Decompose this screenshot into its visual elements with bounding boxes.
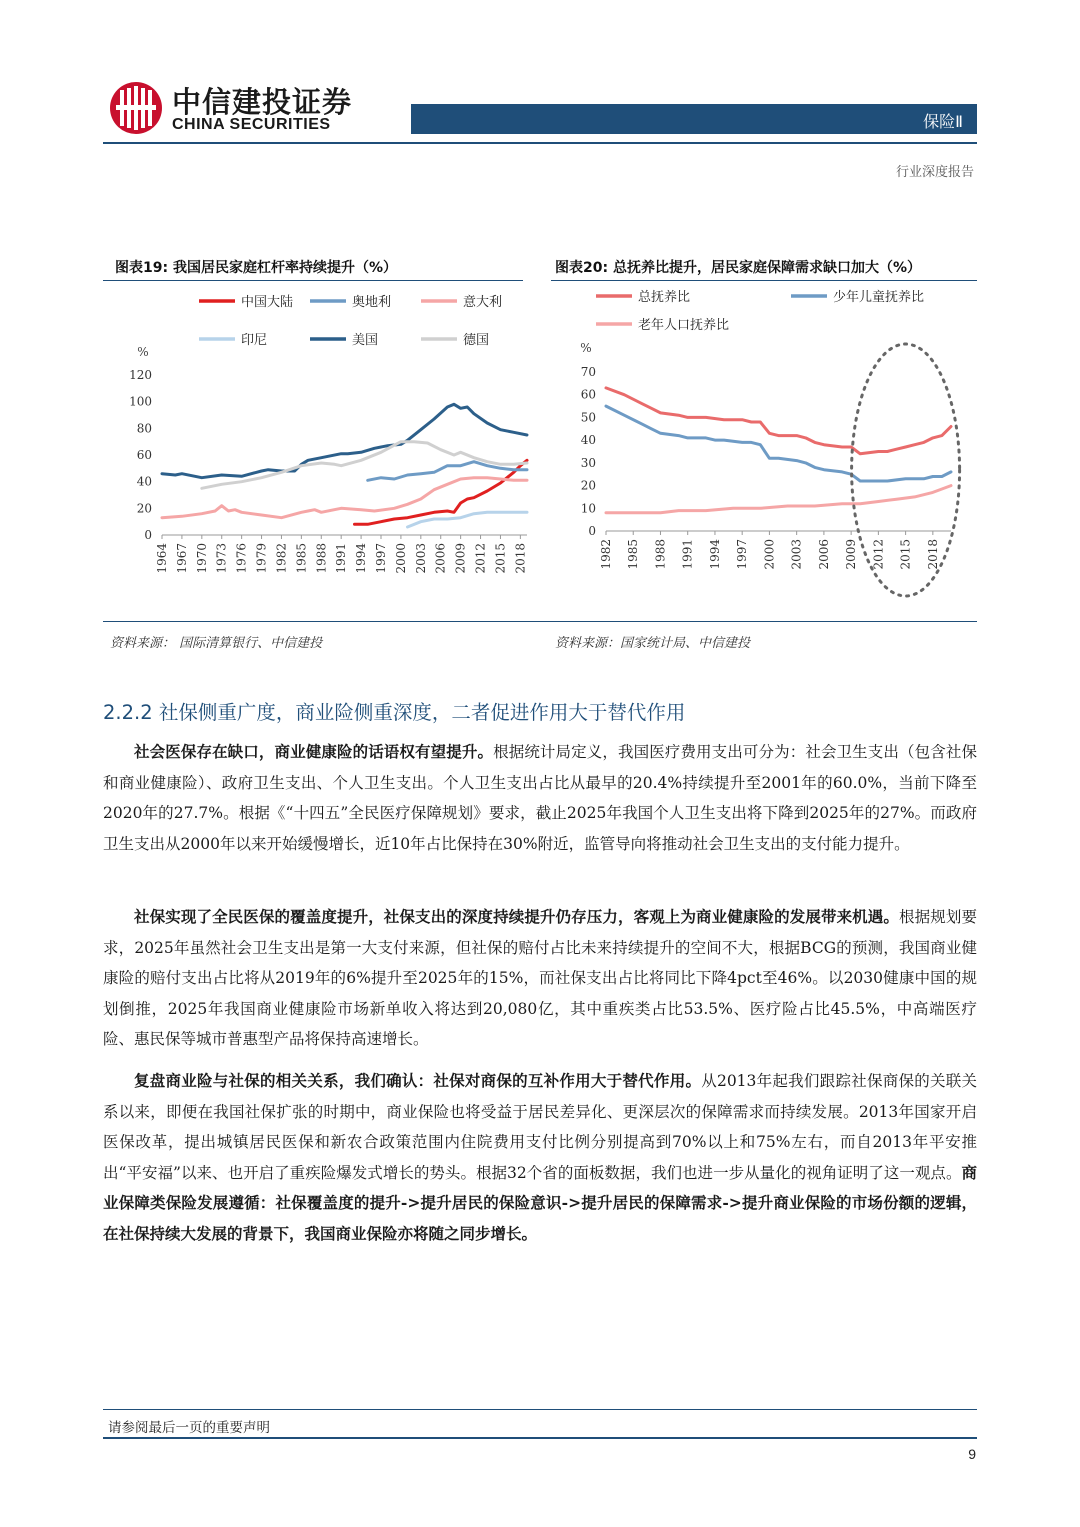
chart19-y-unit: % <box>137 345 149 359</box>
chart19-y-tick-label: 20 <box>136 501 152 516</box>
chart19-y-tick-label: 60 <box>136 448 152 462</box>
chart19-y-tick-label: 0 <box>144 528 152 542</box>
chart19-y-tick-label: 100 <box>129 394 152 409</box>
household-leverage-chart <box>103 282 543 620</box>
chart20-series-line <box>606 486 951 513</box>
chart20-y-tick-label: 20 <box>580 478 596 493</box>
chart20-x-tick-label: 2003 <box>789 539 804 570</box>
chart19-x-tick-label: 2012 <box>473 543 488 574</box>
chart19-x-tick-label: 1973 <box>214 543 229 574</box>
chart20-x-tick-label: 1982 <box>599 539 613 570</box>
chart20-x-tick-label: 1991 <box>680 539 695 570</box>
report-type-label: 行业深度报告 <box>895 165 974 180</box>
header-bar <box>411 104 977 134</box>
chart19-x-tick-label: 1997 <box>374 543 388 574</box>
chart19-series-line <box>162 404 527 477</box>
chart19-legend-label: 美国 <box>352 333 379 348</box>
chart19-y-tick-label: 40 <box>136 474 152 489</box>
chart20-y-tick-label: 10 <box>580 501 596 516</box>
chart20-x-tick-label: 2009 <box>844 539 859 570</box>
chart19-x-tick-label: 2003 <box>413 543 428 574</box>
paragraph-3-tail: 商业保障类保险发展遵循：社保覆盖度的提升->提升居民的保险意识->提升居民的保障需求->提升商业保险的市场份额的逻辑，在社保持续大发展的背景下，我国商业保险亦将随之同步增长。 <box>103 1162 977 1243</box>
chart19-x-tick-label: 2015 <box>493 543 508 574</box>
sector-label: 保险Ⅱ <box>923 112 963 131</box>
section-heading: 2.2.2 社保侧重广度，商业险侧重深度，二者促进作用大于替代作用 <box>103 701 686 724</box>
chart19-x-tick-label: 1967 <box>174 543 189 574</box>
chart20-x-tick-label: 2015 <box>898 539 913 570</box>
chart20-y-tick-label: 60 <box>580 387 596 402</box>
chart19-x-tick-label: 1976 <box>234 543 249 574</box>
chart19-legend-label: 意大利 <box>463 295 503 310</box>
chart19-x-tick-label: 1994 <box>354 543 369 574</box>
chart20-series-line <box>606 388 951 454</box>
brand-name-en: CHINA SECURITIES <box>172 116 331 133</box>
paragraph-1-body: 根据统计局定义，我国医疗费用支出可分为：社会卫生支出（包含社保和商业健康险）、政府卫生支出、个人卫生支出。个人卫生支出占比从最早的20.4%持续提升至2001年的60.0%，当前下降至2020年的27.7%。根据《“十四五”全民医疗保障规划》要求，截止2025年我国个人卫生支出将下降到2025年的27%。而政府卫生支出从2000年以来开始缓慢增长，近10年占比保持在30%附近，监管导向将推动社会卫生支出的支付能力提升。 <box>103 743 977 853</box>
chart19-x-tick-label: 1988 <box>314 543 329 574</box>
chart20-y-tick-label: 40 <box>580 433 596 448</box>
footer-rule-top <box>103 1409 977 1410</box>
paragraph-3-lead: 复盘商业险与社保的相关关系，我们确认：社保对商保的互补作用大于替代作用。 <box>134 1071 702 1090</box>
figure19-source: 资料来源： 国际清算银行、中信建投 <box>110 636 323 651</box>
chart19-x-tick-label: 1964 <box>155 543 169 574</box>
chart20-x-tick-label: 2018 <box>925 539 940 570</box>
chart20-y-tick-label: 30 <box>580 455 596 470</box>
chart20-x-tick-label: 2000 <box>762 539 777 570</box>
brand-name-cn: 中信建投证券 <box>172 85 353 119</box>
chart19-x-tick-label: 1991 <box>334 543 349 574</box>
paragraph-1-lead: 社会医保存在缺口，商业健康险的话语权有望提升。 <box>134 742 494 761</box>
chart19-x-tick-label: 1979 <box>254 543 269 574</box>
chart20-y-tick-label: 50 <box>580 410 596 425</box>
header-divider <box>103 142 977 144</box>
chart20-legend-label: 少年儿童抚养比 <box>833 290 925 305</box>
chart20-x-tick-label: 1994 <box>707 539 722 570</box>
chart20-x-tick-label: 1997 <box>735 539 750 570</box>
chart19-legend-label: 中国大陆 <box>241 295 294 310</box>
chart19-legend-label: 印尼 <box>241 333 268 348</box>
paragraph-2-lead: 社保实现了全民医保的覆盖度提升，社保支出的深度持续提升仍存压力，客观上为商业健康险的发展带来机遇。 <box>134 907 900 926</box>
chart19-legend-label: 奥地利 <box>352 295 392 310</box>
chart19-x-tick-label: 1970 <box>194 543 209 574</box>
chart20-legend-label: 总抚养比 <box>638 290 691 305</box>
chart19-legend-label: 德国 <box>463 333 490 348</box>
figure19-title: 图表19: 我国居民家庭杠杆率持续提升（%） <box>115 260 397 276</box>
chart19-x-tick-label: 2018 <box>513 543 528 574</box>
chart20-x-tick-label: 2012 <box>871 539 886 570</box>
footer-rule-bottom <box>103 1437 977 1439</box>
chart19-y-tick-label: 80 <box>136 421 152 436</box>
chart20-x-tick-label: 1985 <box>626 539 641 570</box>
figure-bottom-rule <box>103 621 977 622</box>
disclaimer-note: 请参阅最后一页的重要声明 <box>108 1420 270 1436</box>
chart20-y-tick-label: 70 <box>580 365 596 379</box>
figure20-source: 资料来源：国家统计局、中信建投 <box>555 636 751 651</box>
chart20-x-tick-label: 1988 <box>653 539 668 570</box>
chart19-x-tick-label: 2006 <box>433 543 448 574</box>
chart20-x-tick-label: 2006 <box>816 539 831 570</box>
figure20-title: 图表20: 总抚养比提升，居民家庭保障需求缺口加大（%） <box>555 260 921 276</box>
paragraph-1 <box>103 737 977 859</box>
chart19-y-tick-label: 120 <box>129 368 152 382</box>
paragraph-3 <box>103 1066 977 1250</box>
chart20-series-line <box>606 406 951 481</box>
dependency-ratio-chart <box>551 282 977 620</box>
figure19-title-rule <box>103 280 523 281</box>
chart19-x-tick-label: 2000 <box>393 543 408 574</box>
paragraph-2-body: 根据规划要求，2025年虽然社会卫生支出是第一大支付来源，但社保的赔付占比未来持续提升的空间不大，根据BCG的预测，我国商业健康险的赔付支出占比将从2019年的6%提升至2025年的15%，而社保支出占比将同比下降4pct至46%。以2030健康中国的规划倒推，2025年我国商业健康险市场新单收入将达到20,080亿，其中重疾类占比53.5%、医疗险占比45.5%，中高端医疗险、惠民保等城市普惠型产品将保持高速增长。 <box>103 908 977 1049</box>
chart19-series-line <box>202 442 527 489</box>
chart20-y-tick-label: 0 <box>588 524 596 538</box>
china-securities-logo <box>108 80 164 136</box>
paragraph-2 <box>103 902 977 1055</box>
paragraph-3-body: 从2013年起我们跟踪社保商保的关联关系以来，即便在我国社保扩张的时期中，商业保险也将受益于居民差异化、更深层次的保障需求而持续发展。2013年国家开启医保改革，提出城镇居民医保和新农合政策范围内住院费用支付比例分别提高到70%以上和75%左右，而自2013年平安推出“平安福”以来、也开启了重疾险爆发式增长的势头。根据32个省的面板数据，我们也进一步从量化的视角证明了这一观点。 <box>103 1072 977 1182</box>
chart19-x-tick-label: 1985 <box>294 543 309 574</box>
chart19-x-tick-label: 2009 <box>453 543 468 574</box>
page-number: 9 <box>968 1446 976 1462</box>
figure20-title-rule <box>551 280 977 281</box>
chart20-y-unit: % <box>580 341 592 355</box>
chart20-legend-label: 老年人口抚养比 <box>638 318 730 333</box>
chart19-x-tick-label: 1982 <box>274 543 289 574</box>
